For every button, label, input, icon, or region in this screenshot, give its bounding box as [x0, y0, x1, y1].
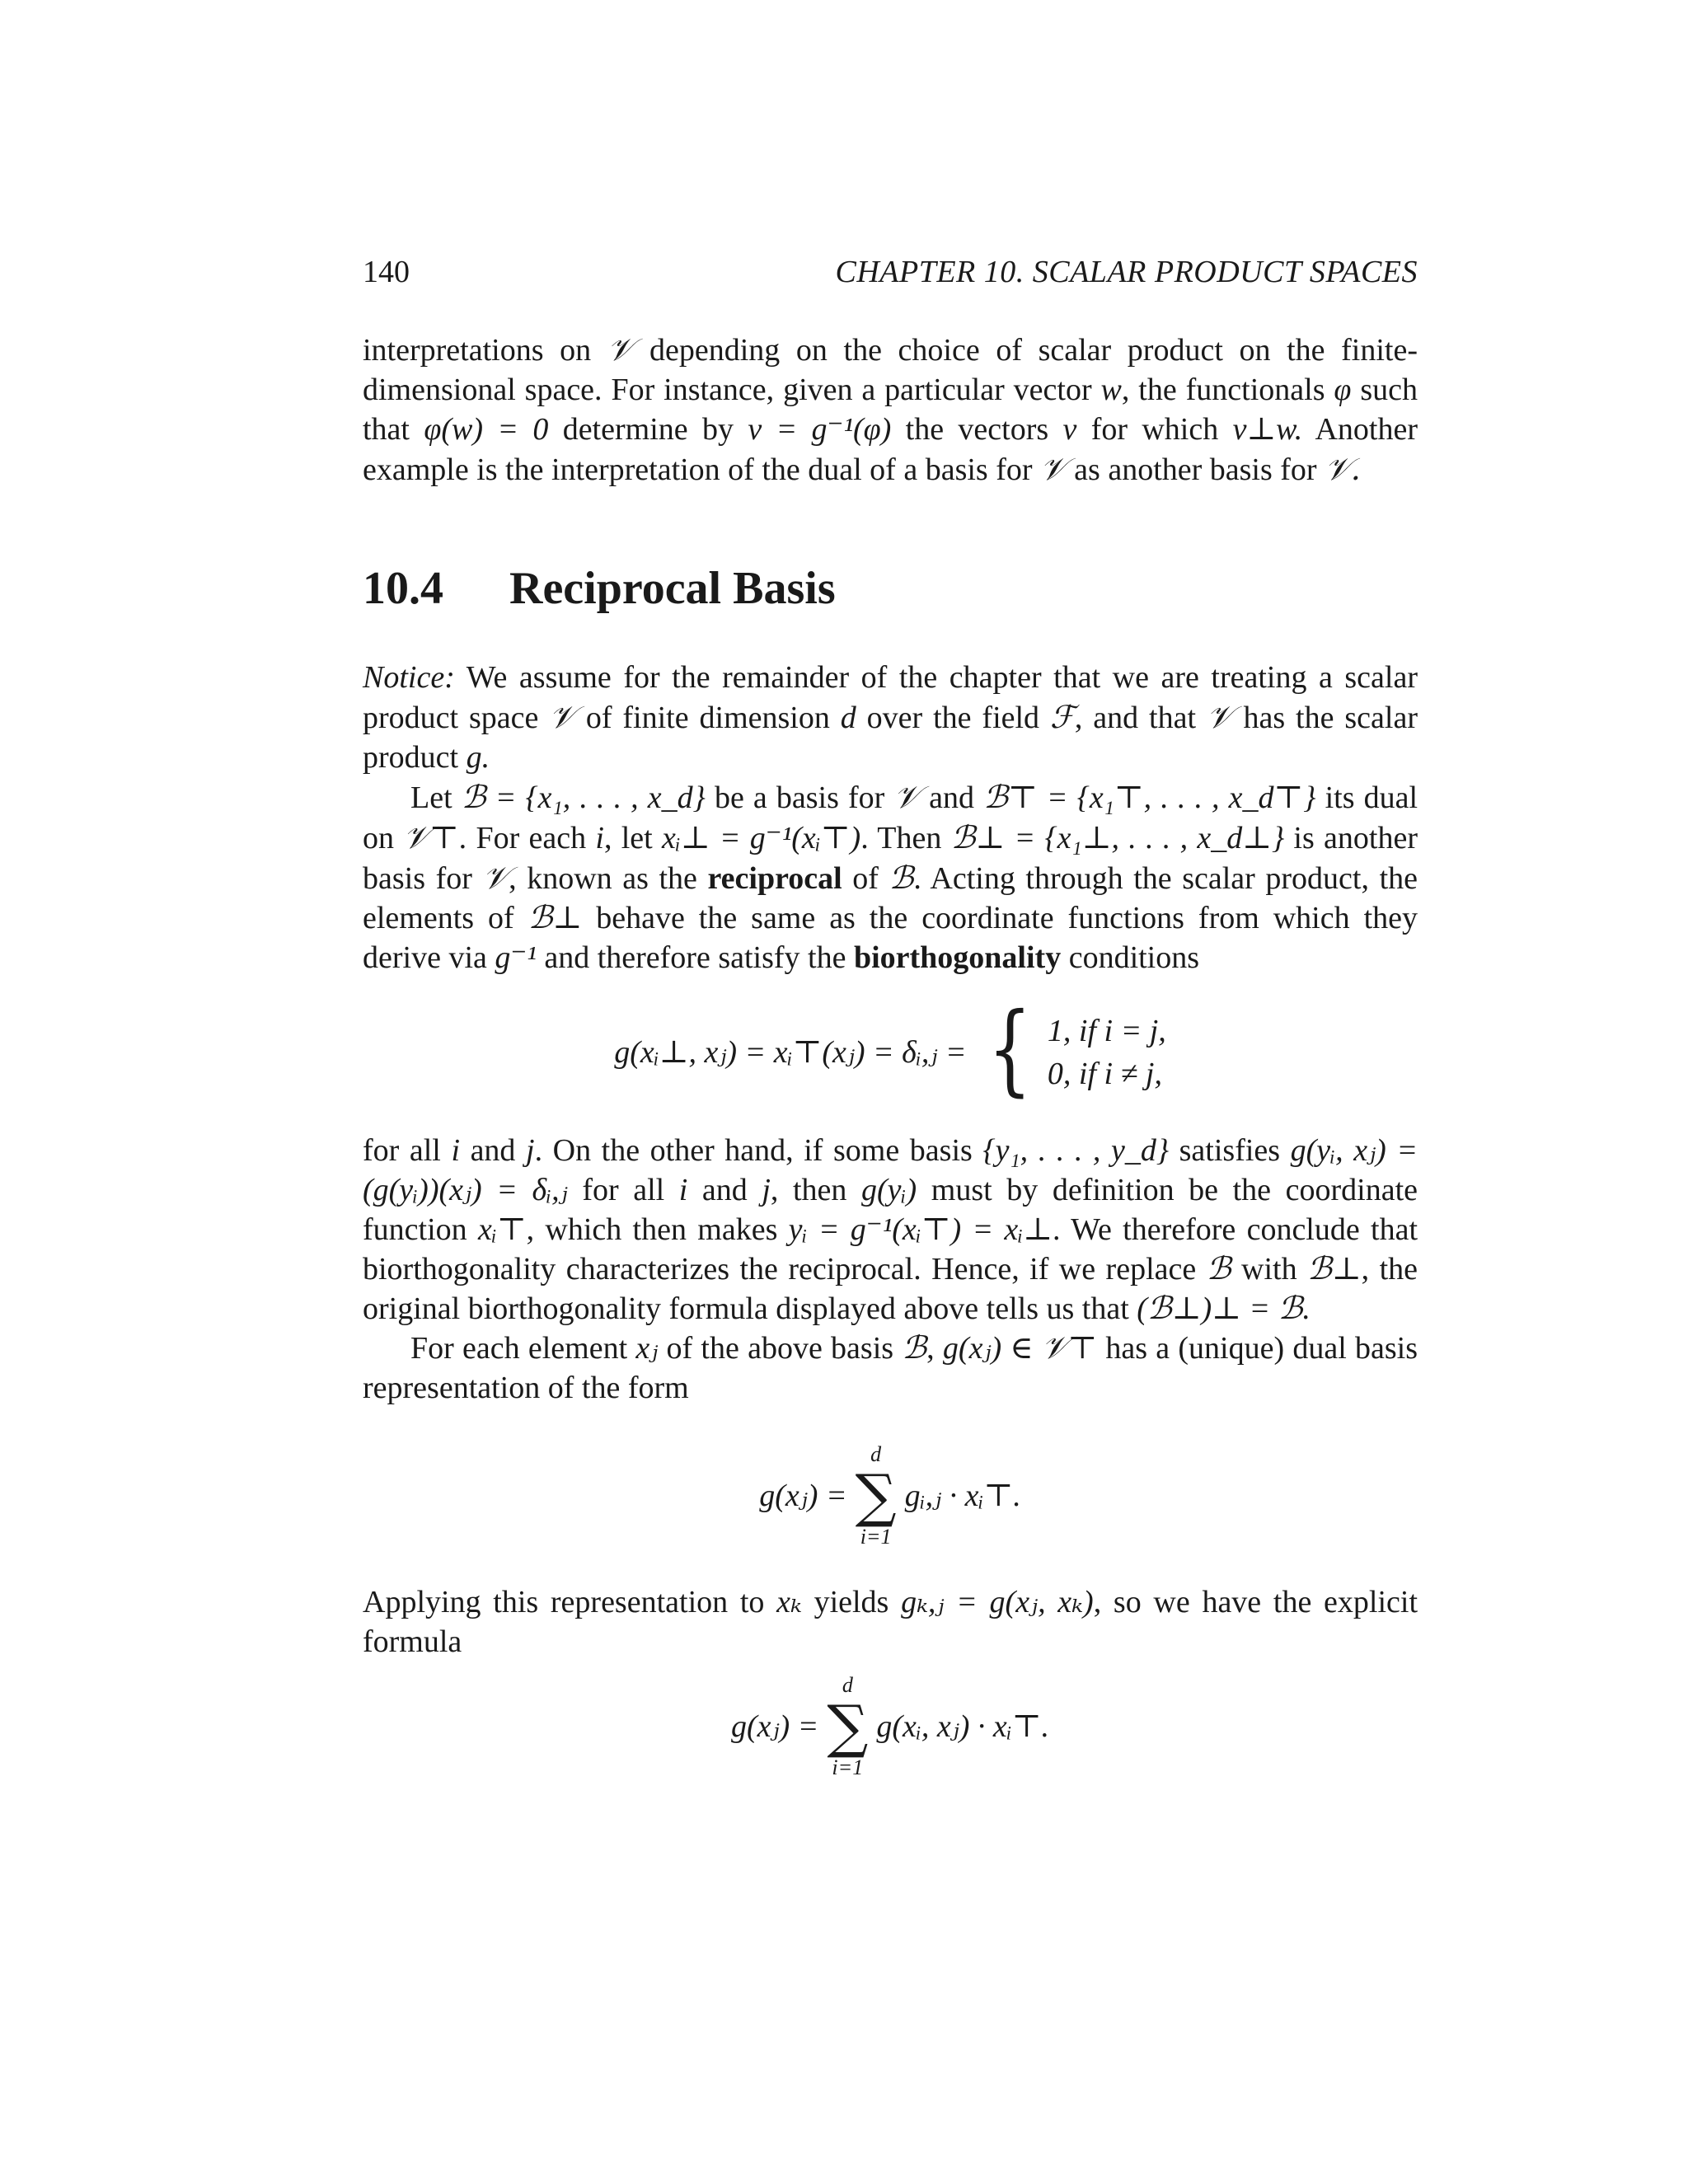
paragraph-explicit: Applying this representation to xₖ yields gₖ,ⱼ = g(xⱼ, xₖ), so we have the explicit formula	[363, 1585, 1418, 1659]
paragraph-reciprocal-definition: Let ℬ = {x₁, . . . , x_d} be a basis for 𝒱 and ℬ⊤ = {x₁⊤, . . . , x_d⊤} its dual on 𝒱⊤. For each i, let xᵢ⊥ = g⁻¹(xᵢ⊤). Then ℬ⊥ = {x₁⊥, . . . , x_d⊥} is another basis for 𝒱, known as the reciprocal of ℬ. Acting through the scalar product, the elements of ℬ⊥ behave the same as the coordinate functions from which they derive via g⁻¹ and therefore satisfy the biorthogonality conditions	[363, 779, 1418, 975]
page	[363, 247, 1418, 1780]
left-brace: {	[987, 992, 1032, 1107]
paragraph-notice: Notice: We assume for the remainder of the chapter that we are treating a scalar product space 𝒱 of finite dimension d over the field ℱ, and that 𝒱 has the scalar product g.	[363, 660, 1418, 775]
summation-sign: ∑	[855, 1462, 897, 1530]
equation-biorthogonality: g(xᵢ⊥, xⱼ) = xᵢ⊤(xⱼ) = δᵢ,ⱼ = { 1, if i = j, 0, if i ≠ j,	[614, 992, 1166, 1107]
running-head	[363, 247, 1418, 297]
term-reciprocal: reciprocal	[707, 861, 842, 896]
paragraph-dual-representation: For each element xⱼ of the above basis ℬ, g(xⱼ) ∈ 𝒱⊤ has a (unique) dual basis representation of the form	[363, 1331, 1418, 1405]
equation-explicit-sum: g(xⱼ) = d ∑ i=1 g(xᵢ, xⱼ) · xᵢ⊤.	[730, 1673, 1050, 1779]
equation-dual-sum: g(xⱼ) = d ∑ i=1 gᵢ,ⱼ · xᵢ⊤.	[759, 1442, 1021, 1549]
summation-sign: ∑	[827, 1693, 869, 1760]
notice-label: Notice:	[363, 660, 455, 695]
paragraph-intro: interpretations on 𝒱 depending on the choice of scalar product on the finite-dimensional space. For instance, given a particular vector w, the functionals φ such that φ(w) = 0 determine by v = g⁻¹(φ) the vectors v for which v⊥w. Another example is the interpretation of the dual of a basis for 𝒱 as another basis for 𝒱.	[363, 331, 1418, 487]
paragraph-characterization: for all i and j. On the other hand, if some basis {y₁, . . . , y_d} satisfies g(yᵢ, xⱼ) = (g(yᵢ))(xⱼ) = δᵢ,ⱼ for all i and j, then g(yᵢ) must by definition be the coordinate function xᵢ⊤, which then makes yᵢ = g⁻¹(xᵢ⊤) = xᵢ⊥. We therefore conclude that biorthogonality characterizes the reciprocal. Hence, if we replace ℬ with ℬ⊥, the original biorthogonality formula displayed above tells us that (ℬ⊥)⊥ = ℬ.	[363, 1133, 1418, 1326]
chapter-title: CHAPTER 10. SCALAR PRODUCT SPACES	[835, 255, 1418, 289]
page-number: 140	[363, 255, 410, 289]
section-title: Reciprocal Basis	[509, 563, 836, 614]
section-number: 10.4	[363, 563, 443, 614]
section-heading	[363, 562, 1418, 615]
term-biorthogonality: biorthogonality	[853, 940, 1062, 975]
